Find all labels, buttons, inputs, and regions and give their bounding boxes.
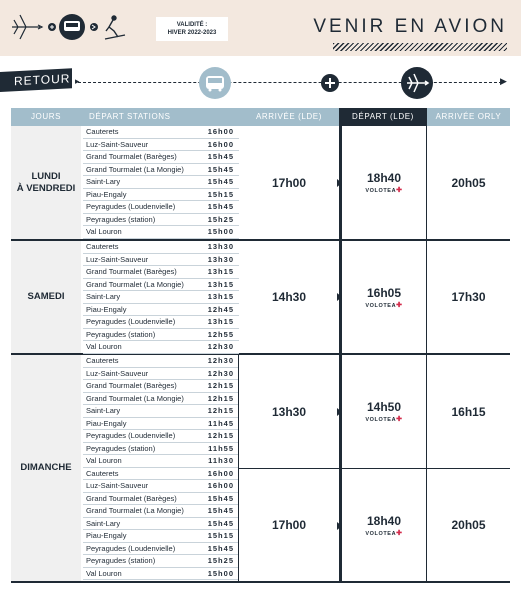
stations-list [83,241,239,354]
volotea-plus-icon: ✚ [396,301,403,309]
station-time: 15h45 [207,493,234,503]
station-time: 15h45 [207,152,234,161]
table-row [83,151,239,164]
bus-icon [197,65,233,101]
table-row [83,518,239,531]
arrivee-lde-cell: 14h30 [271,290,307,304]
station-name: Cauterets [86,468,119,478]
station-name: Grand Tourmalet (Barèges) [86,493,177,503]
column-divider [238,355,239,581]
station-time: 15h15 [207,531,234,540]
station-time: 12h15 [207,393,234,403]
depart-lde-cell [339,241,427,353]
depart-lde-cell [339,355,427,468]
retour-label: RETOUR [0,68,72,92]
station-time: 12h15 [207,381,234,390]
table-row [83,214,239,227]
station-time: 13h15 [207,292,234,301]
table-row [83,355,239,368]
station-time: 12h45 [207,304,234,314]
station-time: 16h00 [207,139,234,149]
station-name: Val Louron [86,342,122,351]
table-row [83,316,239,329]
airline-name: VOLOTEA [365,530,397,537]
station-name: Luz-Saint-Sauveur [86,481,149,490]
station-time: 16h00 [207,127,234,136]
connection-row [239,468,510,581]
station-name: Luz-Saint-Sauveur [86,254,149,264]
table-row [83,405,239,418]
table-header [11,108,510,126]
station-name: Grand Tourmalet (Barèges) [86,152,177,161]
volotea-plus-icon: ✚ [396,529,403,537]
station-name: Saint-Lary [86,177,121,186]
station-time: 15h45 [207,543,234,553]
header-band [0,0,521,56]
table-row [83,291,239,304]
station-name: Val Louron [86,568,122,578]
station-name: Piau-Engaly [86,304,127,314]
validity-value: HIVER 2022-2023 [167,30,217,36]
station-time: 15h45 [207,202,234,211]
station-time: 15h45 [207,518,234,528]
day-label [11,241,81,353]
day-label [11,126,81,239]
plane-icon [12,15,42,39]
station-time: 13h30 [207,254,234,264]
station-time: 15h25 [207,214,234,224]
station-name: Grand Tourmalet (La Mongie) [86,164,184,174]
station-time: 12h30 [207,356,234,365]
table-row [83,543,239,556]
station-name: Cauterets [86,242,119,251]
validity-label: VALIDITÉ : [176,22,208,28]
table-row [83,176,239,189]
airline-name: VOLOTEA [365,417,397,423]
volotea-logo [365,301,402,309]
station-time: 12h15 [207,406,234,415]
airline-name: VOLOTEA [365,188,397,194]
hatch-decoration [333,43,507,51]
station-name: Saint-Lary [86,292,121,301]
bus-icon-header [59,14,85,40]
station-time: 15h00 [207,568,234,578]
station-name: Saint-Lary [86,518,121,528]
station-name: Peyragudes (station) [86,329,156,339]
plane-icon [399,65,435,101]
connection-row [239,241,510,353]
station-name: Grand Tourmalet (Barèges) [86,381,177,390]
stations-list [83,126,239,239]
volotea-logo [365,415,402,423]
table-row [83,568,239,581]
station-name: Peyragudes (station) [86,556,156,565]
station-time: 12h30 [207,342,234,351]
arrivee-lde-cell: 17h00 [271,518,307,532]
airline-name: VOLOTEA [365,302,397,309]
page-title: VENIR EN AVION [313,16,507,37]
route-start-arrow-icon: ▸ [75,77,80,87]
station-name: Peyragudes (Loudenvielle) [86,431,176,440]
table-row [83,126,239,139]
skier-icon [105,16,125,39]
station-time: 12h30 [207,368,234,378]
table-row [83,254,239,267]
station-name: Peyragudes (station) [86,443,156,453]
station-name: Peyragudes (Loudenvielle) [86,317,176,326]
volotea-plus-icon: ✚ [396,187,403,194]
station-time: 15h45 [207,177,234,186]
arrivee-lde-cell: 13h30 [271,404,307,419]
arrivee-orly-cell: 20h05 [451,518,486,532]
station-time: 11h55 [208,443,234,453]
station-time: 12h55 [207,329,234,339]
table-row [83,241,239,254]
depart-lde-cell [339,469,427,581]
station-name: Grand Tourmalet (La Mongie) [86,393,184,403]
table-row [83,329,239,342]
table-row [83,480,239,493]
table-row [83,555,239,568]
station-time: 15h45 [207,164,234,174]
table-row [83,455,239,468]
station-name: Cauterets [86,127,119,136]
table-row [83,304,239,317]
route-dashed-line [78,82,502,83]
station-time: 15h15 [207,189,234,199]
col-jours: JOURS [30,112,62,121]
depart-lde-time: 18h40 [366,171,402,185]
table-row [83,505,239,518]
volotea-logo [365,186,402,194]
station-time: 11h30 [208,456,234,465]
arrivee-orly-cell: 16h15 [451,404,486,419]
table-row [83,189,239,202]
station-time: 12h15 [207,431,234,440]
volotea-plus-icon: ✚ [396,416,403,423]
table-row [83,368,239,381]
station-name: Peyragudes (Loudenvielle) [86,202,176,211]
day-label [11,355,81,581]
connection-row [239,355,510,468]
station-name: Grand Tourmalet (La Mongie) [86,279,184,289]
table-row [83,493,239,506]
station-name: Grand Tourmalet (Barèges) [86,267,177,276]
table-row [83,164,239,177]
table-row [83,266,239,279]
arrivee-orly-cell: 20h05 [451,175,486,190]
station-name: Cauterets [86,356,119,365]
station-name: Val Louron [86,456,122,465]
block-lundi-vendredi [11,126,510,241]
arrow-icon [90,23,98,31]
station-time: 13h15 [207,267,234,276]
table-row [83,380,239,393]
station-time: 13h30 [207,242,234,251]
block-samedi [11,241,510,355]
table-row [83,443,239,456]
plus-icon-small [48,23,56,31]
depart-lde-time: 14h50 [366,400,402,414]
station-name: Piau-Engaly [86,531,127,540]
station-time: 13h15 [207,317,234,326]
station-name: Peyragudes (station) [86,214,156,224]
depart-lde-time: 16h05 [366,285,402,300]
table-row [83,201,239,214]
depart-lde-cell [339,126,427,239]
day-line1: SAMEDI [27,291,65,302]
station-name: Piau-Engaly [86,189,127,199]
table-row [83,430,239,443]
volotea-logo [365,529,402,537]
table-row [83,226,239,239]
col-arrivee-orly: ARRIVÉE ORLY [435,112,502,121]
station-time: 16h00 [207,481,234,490]
station-time: 15h25 [207,556,234,565]
station-name: Luz-Saint-Sauveur [86,139,149,149]
station-time: 11h45 [208,418,234,428]
depart-lde-time: 18h40 [366,513,402,528]
station-name: Peyragudes (Loudenvielle) [86,543,176,553]
col-arrivee-lde: ARRIVÉE (LDE) [255,112,323,121]
block-dimanche [11,355,510,583]
station-name: Luz-Saint-Sauveur [86,368,149,378]
arrivee-lde-cell: 17h00 [271,175,307,190]
arrivee-orly-cell: 17h30 [451,290,486,304]
validity-box [156,17,228,41]
table-row [83,279,239,292]
table-row [83,393,239,406]
col-depart-lde: DÉPART (LDE) [339,108,427,126]
day-line1: DIMANCHE [20,462,72,473]
station-name: Piau-Engaly [86,418,127,428]
day-line2: À VENDREDI [16,182,76,194]
table-row [83,468,239,481]
station-time: 16h00 [207,468,234,478]
connection-row [239,126,510,239]
table-row [83,139,239,152]
table-row [83,341,239,354]
transport-icons [10,11,135,43]
stations-list [83,355,239,580]
col-depart-stations: DÉPART STATIONS [89,112,171,121]
table-row [83,418,239,431]
station-name: Grand Tourmalet (La Mongie) [86,506,184,515]
station-name: Val Louron [86,227,122,236]
station-name: Saint-Lary [86,406,121,415]
station-time: 15h45 [207,506,234,515]
route-end-arrow-icon: ▶ [500,77,507,87]
station-time: 13h15 [207,279,234,289]
station-time: 15h00 [207,227,234,236]
table-row [83,530,239,543]
plus-icon [320,73,340,93]
day-line1: LUNDI [31,170,61,182]
